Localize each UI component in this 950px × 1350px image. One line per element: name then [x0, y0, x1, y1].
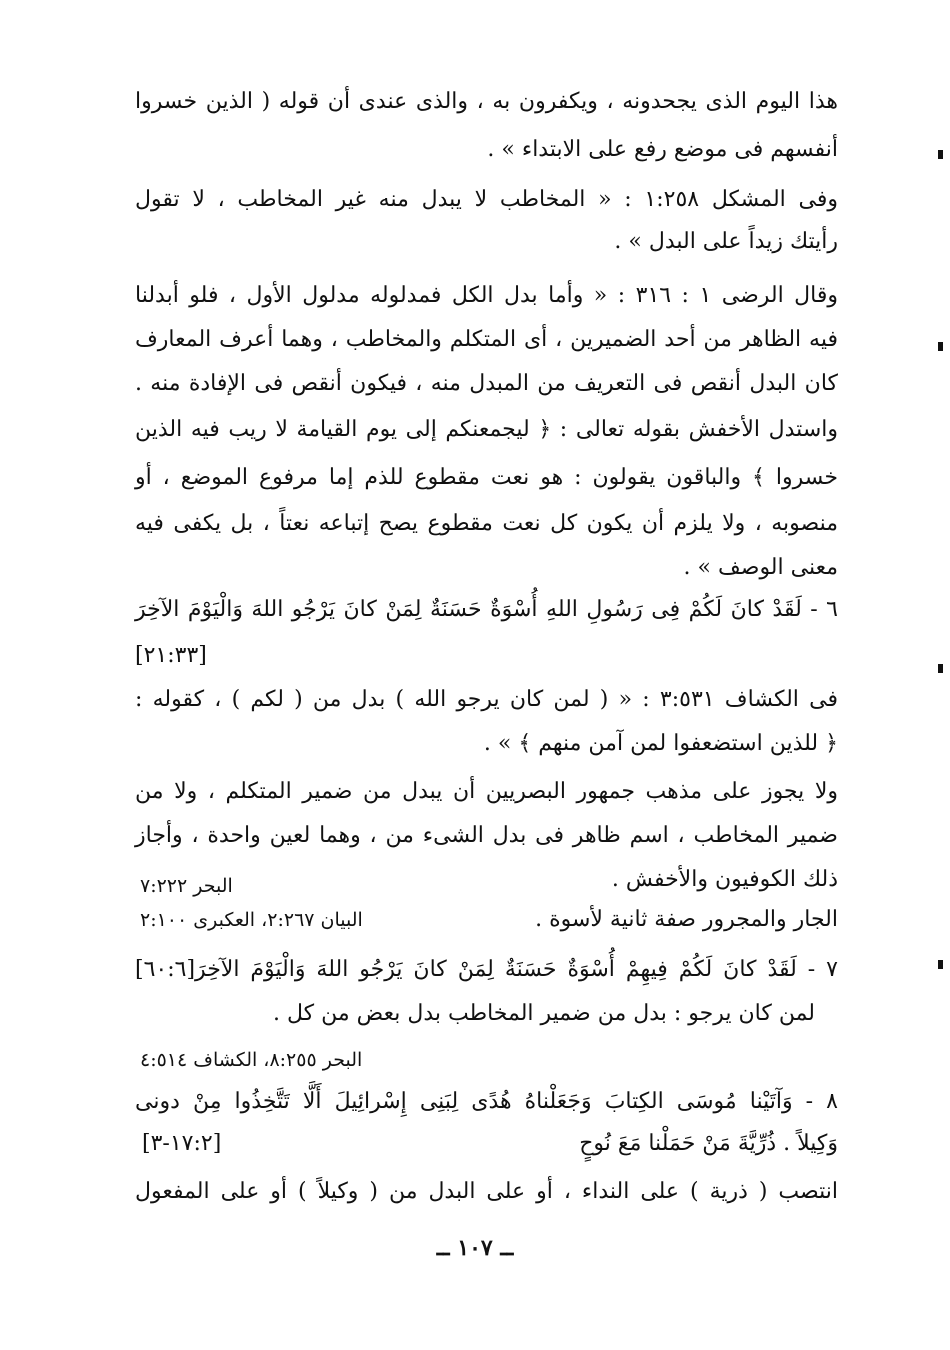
verse-line: وَكِيلاً . ذُرِّيَّةَ مَنْ حَمَلْنا مَعَ نُوحٍ: [579, 1131, 838, 1156]
text-line: ولا يجوز على مذهب جمهور البصريين أن يبدل من ضمير المتكلم ، ولا من: [135, 779, 838, 804]
verse-line: ٦ - لَقَدْ كانَ لَكُمْ فِى رَسُولِ اللهِ أُسْوَةٌ حَسَنَةٌ لِمَنْ كانَ يَرْجُو اللهَ وَالْيَوْمَ الآخِرَ: [135, 597, 838, 622]
text-line: انتصب ( ذرية ) على النداء ، أو على البدل من ( وكيلاً ) أو على المفعول: [135, 1179, 838, 1204]
text-line: وقال الرضى ١ : ٣١٦ : « وأما بدل الكل فمدلوله مدلول الأول ، فلو أبدلنا: [135, 283, 838, 308]
margin-mark: [938, 960, 943, 969]
text-line: واستدل الأخفش بقوله تعالى : ﴿ ليجمعنكم إلى يوم القيامة لا ريب فيه الذين: [135, 417, 838, 442]
text-line: معنى الوصف » .: [683, 555, 838, 580]
verse-reference: [٢١:٣٣]: [135, 643, 207, 668]
margin-mark: [938, 342, 943, 351]
margin-mark: [938, 664, 943, 673]
text-line: ضمير المخاطب ، اسم ظاهر فى بدل الشىء من ، وهما لعين واحدة ، وأجاز: [135, 823, 838, 848]
text-line: أنفسهم فى موضع رفع على الابتداء » .: [487, 137, 838, 162]
citation: البحر ٨:٢٥٥، الكشاف ٤:٥١٤: [140, 1049, 363, 1071]
text-line: لمن كان يرجو : بدل من ضمير المخاطب بدل بعض من كل .: [273, 1001, 815, 1026]
citation: البيان ٢:٢٦٧، العكبرى ٢:١٠٠: [140, 909, 363, 931]
verse-reference: [١٧:٢-٣]: [142, 1131, 222, 1156]
text-line: هذا اليوم الذى يجحدونه ، ويكفرون به ، والذى عندى أن قوله ( الذين خسروا: [135, 89, 838, 114]
text-line: فى الكشاف ٣:٥٣١ : « ( لمن كان يرجو الله ) بدل من ( لكم ) ، كقوله :: [135, 687, 838, 712]
text-line: ذلك الكوفيون والأخفش .: [611, 867, 838, 892]
verse-line: ٧ - لَقَدْ كانَ لَكُمْ فِيهِمْ أُسْوَةٌ حَسَنَةٌ لِمَنْ كانَ يَرْجُو اللهَ وَالْيَوْمَ الآخِرَ[٦٠:٦]: [135, 957, 838, 982]
margin-mark: [938, 150, 943, 159]
text-line: الجار والمجرور صفة ثانية لأسوة .: [535, 907, 838, 932]
text-line: فيه الظاهر من أحد الضميرين ، أى المتكلم والمخاطب ، وهما أعرف المعارف: [135, 327, 838, 352]
citation: البحر ٧:٢٢٢: [140, 875, 233, 897]
text-line: ﴿ للذين استضعفوا لمن آمن منهم ﴾ » .: [483, 731, 838, 756]
text-line: كان البدل أنقص فى التعريف من المبدل منه ، فيكون أنقص فى الإفادة منه .: [135, 371, 838, 396]
verse-line: ٨ - وَآتَيْنا مُوسَى الكِتابَ وَجَعَلْناهُ هُدًى لِبَنِى إِسْرائِيلَ أَلَّا تَتَّخِذُوا مِنْ دونى: [135, 1089, 838, 1114]
text-line: رأيتك زيداً على البدل » .: [614, 229, 838, 254]
page-number: ــ ١٠٧ ــ: [436, 1235, 514, 1261]
text-line: منصوبه ، ولا يلزم أن يكون كل نعت مقطوع يصح إتباعه نعتاً ، بل يكفى فيه: [135, 511, 838, 536]
text-line: وفى المشكل ١:٢٥٨ : « المخاطب لا يبدل منه غير المخاطب ، لا تقول: [135, 187, 838, 212]
text-line: خسروا ﴾ والباقون يقولون : هو نعت مقطوع للذم إما مرفوع الموضع ، أو: [135, 465, 838, 490]
